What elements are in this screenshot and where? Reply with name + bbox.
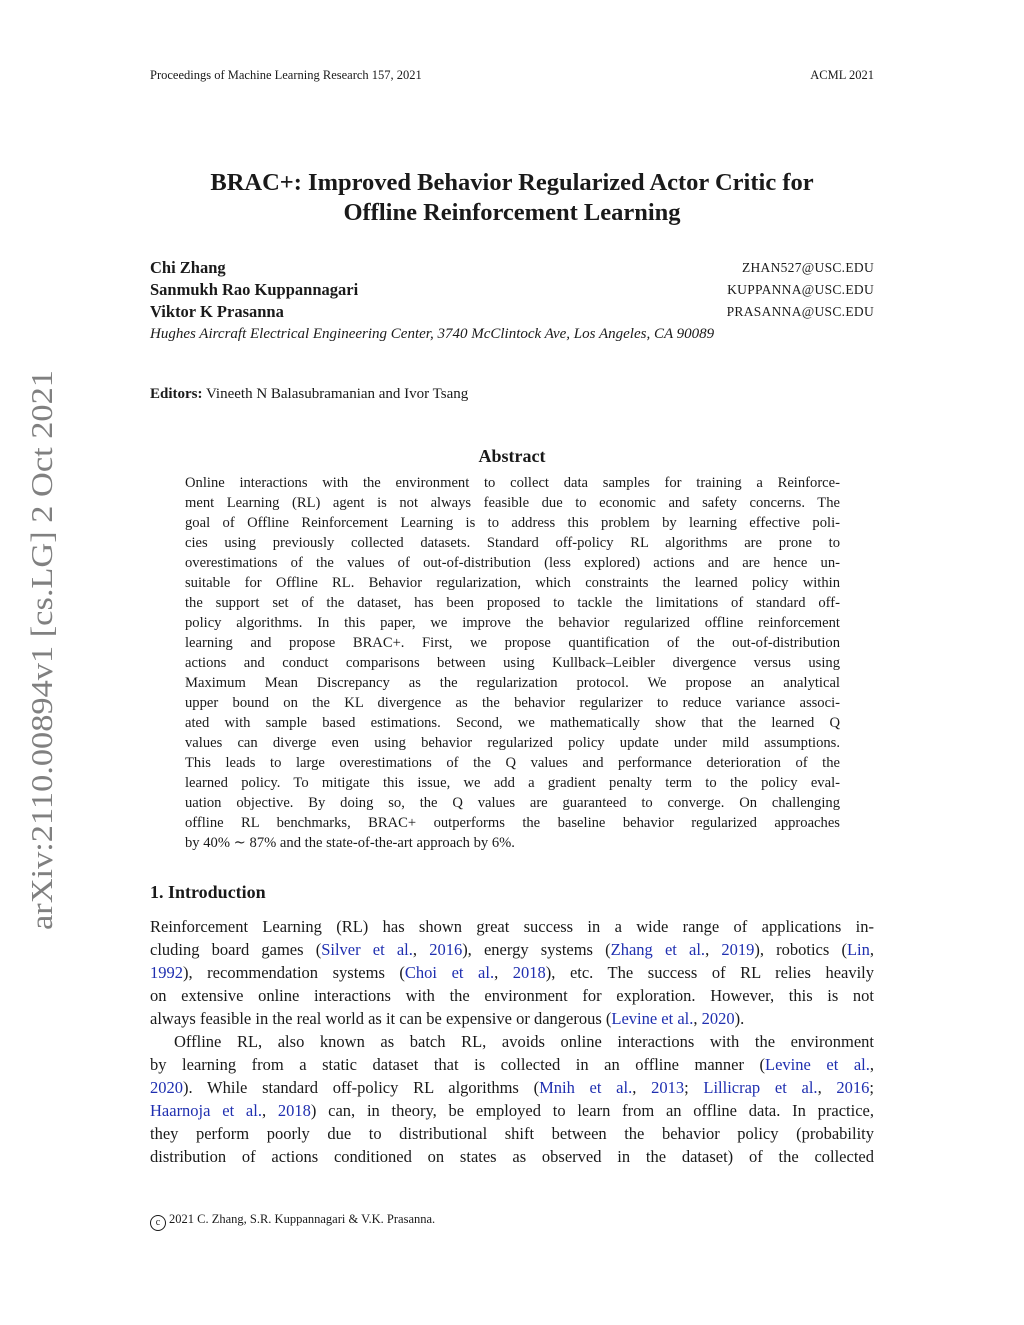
intro-paragraph-2: [150, 1030, 874, 1169]
text-span: cluding board games (: [150, 940, 322, 960]
text-span: ), recommendation systems (: [183, 963, 405, 983]
abstract-line: learned policy. To mitigate this issue, we add a gradient penalty term to the policy eval-: [185, 775, 840, 791]
text-span: ,: [869, 1055, 874, 1075]
abstract-line: learning and propose BRAC+. First, we propose quantification of the out-of-distribution: [185, 635, 840, 651]
citation-link[interactable]: 2020: [150, 1078, 183, 1098]
text-span: ,: [632, 1078, 652, 1098]
body-line: on extensive online interactions with the environment for exploration. However, this is not: [150, 986, 874, 1006]
citation-link[interactable]: 2013: [651, 1078, 685, 1098]
abstract-line: Maximum Mean Discrepancy as the regularization protocol. We propose an analytical: [185, 675, 840, 691]
citation-link[interactable]: Mnih et al.: [539, 1078, 633, 1098]
running-header-right: ACML 2021: [810, 68, 874, 82]
affiliation: Hughes Aircraft Electrical Engineering Center, 3740 McClintock Ave, Los Angeles, CA 90089: [150, 326, 715, 342]
citation-link[interactable]: Lillicrap et al.: [703, 1078, 818, 1098]
text-span: ,: [869, 940, 875, 960]
text-span: ,: [817, 1078, 837, 1098]
text-span: ), etc. The success of RL relies heavily: [545, 963, 875, 983]
text-span: ) can, in theory, be employed to learn from an offline data. In practice,: [310, 1101, 874, 1121]
abstract-line: This leads to large overestimations of the Q values and performance deterioration of the: [185, 755, 840, 771]
abstract-line: by 40% ∼ 87% and the state-of-the-art approach by 6%.: [185, 835, 515, 851]
author-name: Chi Zhang: [150, 258, 226, 277]
abstract-line: offline RL benchmarks, BRAC+ outperforms the baseline behavior regularized approaches: [185, 815, 840, 831]
body-line: [150, 938, 874, 961]
body-line: [150, 1007, 874, 1030]
body-line: Reinforcement Learning (RL) has shown great success in a wide range of applications in-: [150, 917, 874, 936]
intro-paragraph-1: [150, 915, 874, 1030]
text-span: ), robotics (: [754, 940, 847, 960]
text-span: ,: [705, 940, 722, 960]
text-span: ,: [261, 1101, 278, 1121]
arxiv-stamp-text: arXiv:2110.00894v1 [cs.LG] 2 Oct 2021: [24, 424, 59, 930]
citation-link[interactable]: Silver et al.: [321, 940, 413, 960]
text-span: ;: [684, 1078, 704, 1098]
abstract-line: overestimations of the values of out-of-distribution (less explored) actions and are hence un-: [185, 555, 840, 571]
abstract-line: suitable for Offline RL. Behavior regularization, which constraints the learned policy within: [185, 575, 840, 591]
section-heading-introduction: 1. Introduction: [150, 882, 266, 902]
author-block: [150, 258, 874, 343]
citation-link[interactable]: 2016: [429, 940, 463, 960]
abstract-line: policy algorithms. In this paper, we improve the behavior regularized offline reinforcement: [185, 615, 840, 631]
text-span: ). While standard off-policy RL algorithms (: [183, 1078, 540, 1098]
citation-link[interactable]: 2020: [701, 1009, 735, 1029]
author-name: Viktor K Prasanna: [150, 302, 284, 321]
citation-link[interactable]: Levine et al.: [765, 1055, 870, 1075]
editors-line: [150, 386, 468, 403]
abstract-line: Online interactions with the environment to collect data samples for training a Reinforce-: [185, 475, 840, 491]
citation-link[interactable]: 2018: [277, 1101, 311, 1121]
citation-link[interactable]: Levine et al.: [611, 1009, 694, 1029]
citation-link[interactable]: Lin: [846, 940, 870, 960]
copyright-text: 2021 C. Zhang, S.R. Kuppannagari & V.K. Prasanna.: [169, 1212, 436, 1226]
citation-link[interactable]: 1992: [150, 963, 183, 983]
abstract-line: ment Learning (RL) agent is not always feasible due to economic and safety concerns. The: [185, 495, 840, 511]
copyright-footer: [150, 1212, 435, 1231]
author-name: Sanmukh Rao Kuppannagari: [150, 280, 359, 299]
running-header-left: Proceedings of Machine Learning Research 157, 2021: [150, 68, 422, 82]
citation-link[interactable]: Haarnoja et al.: [150, 1101, 262, 1121]
text-span: ,: [693, 1009, 702, 1029]
abstract-line: upper bound on the KL divergence as the behavior regularizer to reduce variance associ-: [185, 695, 840, 711]
abstract-body: [185, 473, 840, 853]
body-line: [150, 961, 874, 984]
abstract-line: the support set of the dataset, has been proposed to tackle the limitations of standard off-: [185, 595, 840, 611]
editors-names: Vineeth N Balasubramanian and Ivor Tsang: [205, 386, 469, 402]
title-line-2: Offline Reinforcement Learning: [343, 199, 681, 226]
abstract-line: uation objective. By doing so, the Q values are guaranteed to converge. On challenging: [185, 795, 840, 811]
abstract-line: cies using previously collected datasets. Standard off-policy RL algorithms are prone to: [185, 535, 840, 551]
author-email: ZHAN527@USC.EDU: [741, 260, 874, 275]
citation-link[interactable]: 2016: [836, 1078, 870, 1098]
title-line-1: BRAC+: Improved Behavior Regularized Actor Critic for: [210, 169, 814, 196]
text-span: by learning from a static dataset that is collected in an offline manner (: [150, 1055, 766, 1075]
body-line: they perform poorly due to distributional shift between the behavior policy (probability: [150, 1124, 874, 1144]
author-row: [150, 258, 874, 280]
text-span: ).: [734, 1009, 745, 1029]
author-email: KUPPANNA@USC.EDU: [727, 282, 874, 297]
body-line: Offline RL, also known as batch RL, avoids online interactions with the environment: [174, 1032, 874, 1051]
text-span: ,: [412, 940, 430, 960]
editors-label: Editors:: [150, 386, 203, 402]
citation-link[interactable]: Choi et al.: [404, 963, 495, 983]
citation-link[interactable]: 2019: [721, 940, 755, 960]
author-row: [150, 302, 874, 324]
abstract-line: ated with sample based estimations. Second, we mathematically show that the learned Q: [185, 715, 840, 731]
abstract-line: goal of Offline Reinforcement Learning is to address this problem by learning effective poli-: [185, 515, 840, 531]
text-span: always feasible in the real world as it can be expensive or dangerous (: [150, 1009, 612, 1029]
citation-link[interactable]: 2018: [512, 963, 546, 983]
author-row: [150, 280, 874, 302]
paper-title: [150, 168, 874, 228]
text-span: ,: [494, 963, 513, 983]
body-line: distribution of actions conditioned on states as observed in the dataset) of the collected: [150, 1147, 874, 1167]
body-line: [150, 1076, 874, 1099]
text-span: ;: [869, 1078, 874, 1098]
citation-link[interactable]: Zhang et al.: [610, 940, 706, 960]
abstract-line: values can diverge even using behavior regularized policy update under mild assumptions.: [185, 735, 840, 751]
text-span: ), energy systems (: [462, 940, 611, 960]
abstract-line: actions and conduct comparisons between using Kullback–Leibler divergence versus using: [185, 655, 840, 671]
abstract-heading: Abstract: [478, 446, 546, 466]
author-email: PRASANNA@USC.EDU: [726, 304, 874, 319]
body-line: [150, 1053, 874, 1076]
copyright-icon: c: [150, 1215, 166, 1231]
body-line: [150, 1099, 874, 1122]
